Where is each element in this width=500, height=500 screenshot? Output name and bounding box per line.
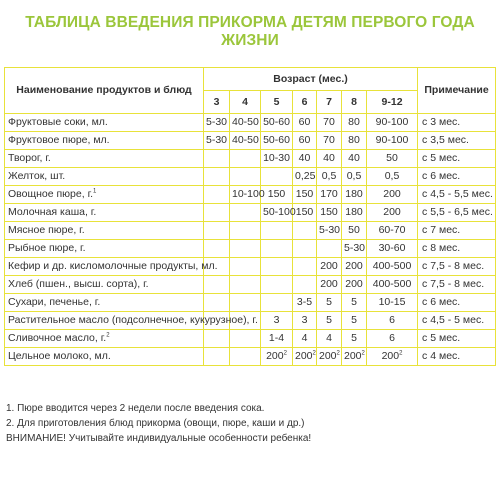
age-value: [317, 132, 342, 150]
age-value-text: 3-5: [296, 296, 313, 309]
note: с 8 мес.: [418, 240, 496, 258]
product-name-text: Фруктовое пюре, мл.: [8, 134, 110, 147]
age-value-text: 200: [320, 260, 338, 273]
age-value-text: 150: [295, 206, 314, 219]
age-value: [230, 222, 261, 240]
age-value-text: 60-70: [378, 224, 406, 237]
age-value: [204, 276, 230, 294]
age-value-text: 10-15: [378, 296, 406, 309]
age-value: [293, 114, 317, 132]
age-value: [317, 168, 342, 186]
age-value: [367, 168, 418, 186]
footnote-marker: 1: [93, 188, 97, 195]
age-value: [293, 204, 317, 222]
age-value: [204, 114, 230, 132]
note: с 4,5 - 5,5 мес.: [418, 186, 496, 204]
age-value: [293, 150, 317, 168]
age-value: [317, 330, 342, 348]
product-name-text: Творог, г.: [8, 152, 51, 165]
age-value-text: 5-30: [344, 242, 366, 255]
age-value: [342, 330, 367, 348]
footnote-marker: 2: [283, 350, 287, 357]
age-value-text: 5: [351, 314, 357, 327]
age-value: [317, 294, 342, 312]
age-value: [261, 240, 293, 258]
age-value-text: 90-100: [375, 134, 409, 147]
age-value: [367, 312, 418, 330]
note: с 5 мес.: [418, 150, 496, 168]
note: с 4,5 - 5 мес.: [418, 312, 496, 330]
age-value: [317, 240, 342, 258]
product-name-text: Сливочное масло, г.: [8, 332, 107, 345]
age-value: [367, 186, 418, 204]
age-value: [367, 114, 418, 132]
age-value: [317, 186, 342, 204]
age-value: [204, 168, 230, 186]
age-value-text: 200: [295, 350, 313, 363]
age-value: [204, 222, 230, 240]
product-name-text: Растительное масло (подсолнечное, кукурузное), г.: [8, 314, 258, 327]
product-name-text: Мясное пюре, г.: [8, 224, 85, 237]
age-value: [230, 114, 261, 132]
age-value: [261, 222, 293, 240]
page-title: ТАБЛИЦА ВВЕДЕНИЯ ПРИКОРМА ДЕТЯМ ПЕРВОГО ГОДА ЖИЗНИ: [25, 14, 475, 49]
age-value: [204, 186, 230, 204]
age-value: [261, 168, 293, 186]
product-name-text: Цельное молоко, мл.: [8, 350, 111, 363]
age-value: [204, 240, 230, 258]
note: с 7,5 - 8 мес.: [418, 258, 496, 276]
product-name: [5, 240, 204, 258]
age-value: [230, 186, 265, 204]
product-name: [5, 330, 204, 348]
product-name: [5, 348, 204, 366]
age-value-text: 5: [351, 296, 357, 309]
age-value: [342, 276, 367, 294]
product-name-text: Овощное пюре, г.: [8, 188, 94, 201]
header-month: 4: [230, 91, 261, 114]
table-row: [5, 312, 496, 330]
age-value-text: 4: [326, 332, 332, 345]
age-value: [230, 240, 261, 258]
age-value: [367, 276, 418, 294]
footnotes: [6, 401, 496, 446]
note: с 7,5 - 8 мес.: [418, 276, 496, 294]
age-value: [342, 312, 367, 330]
note: с 6 мес.: [418, 294, 496, 312]
age-value: [230, 204, 261, 222]
product-name: [5, 132, 204, 150]
age-value: [317, 258, 342, 276]
age-value-text: 5: [326, 296, 332, 309]
age-value: [261, 204, 296, 222]
age-value: [367, 258, 418, 276]
age-value: [367, 204, 418, 222]
age-value: [317, 222, 342, 240]
table-row: [5, 114, 496, 132]
age-value-text: 0,5: [384, 170, 400, 183]
table-row: [5, 132, 496, 150]
table-row: [5, 240, 496, 258]
age-value-text: 10-30: [263, 152, 290, 165]
age-value-text: 180: [345, 206, 363, 219]
table-row: [5, 186, 496, 204]
age-value-text: 6: [389, 332, 395, 345]
age-value-text: 400-500: [372, 260, 412, 273]
age-value: [367, 348, 418, 366]
note: с 7 мес.: [418, 222, 496, 240]
age-value-text: 200: [383, 188, 401, 201]
age-value: [293, 222, 317, 240]
product-name: [5, 258, 218, 276]
age-value: [261, 186, 293, 204]
age-value: [317, 312, 342, 330]
age-value-text: 200: [383, 206, 401, 219]
age-value-text: 90-100: [375, 116, 409, 129]
age-value: [293, 312, 317, 330]
header-month: 3: [204, 91, 230, 114]
product-name: [5, 222, 204, 240]
age-value-text: 5-30: [206, 116, 228, 129]
table-row: [5, 168, 496, 186]
table-row: [5, 348, 496, 366]
age-value-text: 0,5: [321, 170, 337, 183]
age-value-text: 200: [344, 350, 362, 363]
age-value-text: 60: [298, 116, 311, 129]
age-value: [342, 132, 367, 150]
age-value: [230, 348, 261, 366]
age-value: [204, 294, 230, 312]
age-value-text: 180: [345, 188, 363, 201]
product-name-text: Желток, шт.: [8, 170, 66, 183]
product-name: [5, 150, 204, 168]
age-value: [204, 204, 230, 222]
age-value-text: 10-100: [232, 188, 265, 201]
age-value-text: 50-60: [263, 116, 290, 129]
age-value: [317, 204, 342, 222]
age-value-text: 1-4: [268, 332, 285, 345]
age-value-text: 170: [320, 188, 338, 201]
age-value-text: 5-30: [319, 224, 341, 237]
age-value: [230, 330, 261, 348]
age-value-text: 40-50: [232, 134, 259, 147]
age-value-text: 60: [298, 134, 311, 147]
age-value: [261, 348, 293, 366]
age-value: [261, 114, 293, 132]
table-row: [5, 222, 496, 240]
age-value: [367, 330, 418, 348]
product-name: [5, 168, 204, 186]
age-value: [293, 240, 317, 258]
table-row: [5, 294, 496, 312]
age-value-text: 80: [348, 116, 360, 129]
age-value: [293, 168, 317, 186]
product-name: [5, 204, 204, 222]
table-row: [5, 150, 496, 168]
age-value: [261, 258, 293, 276]
age-value: [204, 348, 230, 366]
age-value-text: 0,25: [295, 170, 316, 183]
age-value-text: 5-30: [206, 134, 228, 147]
age-value-text: 4: [301, 332, 308, 345]
note: с 5 мес.: [418, 330, 496, 348]
age-value: [230, 150, 261, 168]
age-value-text: 50: [386, 152, 398, 165]
age-value: [342, 114, 367, 132]
age-value: [293, 348, 317, 366]
header-product-name: Наименование продуктов и блюд: [5, 68, 204, 114]
age-value: [367, 222, 418, 240]
age-value: [342, 186, 367, 204]
age-value: [204, 150, 230, 168]
age-value: [204, 132, 230, 150]
age-value: [367, 240, 418, 258]
age-value-text: 200: [345, 278, 363, 291]
product-name: [5, 276, 204, 294]
age-value: [293, 132, 317, 150]
age-value-text: 5: [351, 332, 357, 345]
age-value-text: 40: [348, 152, 360, 165]
age-value-text: 80: [348, 134, 360, 147]
age-value: [367, 150, 418, 168]
age-value: [293, 258, 317, 276]
table-row: [5, 204, 496, 222]
product-name-text: Рыбное пюре, г.: [8, 242, 86, 255]
age-value: [261, 276, 293, 294]
age-value-text: 70: [323, 116, 335, 129]
product-name-text: Фруктовые соки, мл.: [8, 116, 108, 129]
note: с 3 мес.: [418, 114, 496, 132]
age-value-text: 200: [319, 350, 337, 363]
age-value-text: 200: [345, 260, 363, 273]
age-value: [342, 240, 367, 258]
header-note: Примечание: [418, 68, 496, 114]
age-value: [342, 150, 367, 168]
age-value: [230, 168, 261, 186]
age-value-text: 200: [266, 350, 284, 363]
table-body: [5, 114, 496, 366]
age-value-text: 400-500: [372, 278, 412, 291]
product-name-text: Хлеб (пшен., высш. сорта), г.: [8, 278, 149, 291]
age-value: [342, 168, 367, 186]
age-value-text: 50-60: [263, 134, 290, 147]
age-value: [230, 132, 261, 150]
warning-note: ВНИМАНИЕ! Учитывайте индивидуальные особенности ребенка!: [6, 433, 312, 444]
age-value-text: 200: [320, 278, 338, 291]
footnote-marker: 2: [361, 350, 365, 357]
age-value-text: 150: [320, 206, 338, 219]
footnote-marker: 2: [312, 350, 316, 357]
header-month: 6: [293, 91, 317, 114]
age-value: [261, 312, 293, 330]
footnote-2: 2. Для приготовления блюд прикорма (овощи, пюре, каши и др.): [6, 418, 305, 429]
age-value: [317, 150, 342, 168]
age-value: [317, 114, 342, 132]
age-value-text: 3: [273, 314, 280, 327]
age-value-text: 40-50: [232, 116, 259, 129]
age-value: [293, 276, 317, 294]
age-value: [293, 294, 317, 312]
footnote-marker: 2: [106, 332, 110, 339]
age-value: [230, 258, 261, 276]
product-name: [5, 186, 204, 204]
age-value: [293, 330, 317, 348]
age-value: [230, 276, 261, 294]
age-value-text: 40: [298, 152, 311, 165]
table-row: [5, 330, 496, 348]
age-value: [230, 294, 261, 312]
age-value: [261, 294, 293, 312]
product-name: [5, 294, 204, 312]
age-value: [293, 186, 317, 204]
age-value-text: 0,5: [346, 170, 362, 183]
age-value: [317, 276, 342, 294]
product-name-text: Кефир и др. кисломолочные продукты, мл.: [8, 260, 218, 273]
age-value: [261, 330, 293, 348]
age-value: [261, 132, 293, 150]
note: с 5,5 - 6,5 мес.: [418, 204, 496, 222]
age-value-text: 40: [323, 152, 335, 165]
note: с 4 мес.: [418, 348, 496, 366]
age-value-text: 150: [267, 188, 286, 201]
header-month: 7: [317, 91, 342, 114]
footnote-1: 1. Пюре вводится через 2 недели после введения сока.: [6, 403, 265, 414]
footnote-marker: 2: [399, 350, 403, 357]
age-value-text: 200: [381, 350, 400, 363]
age-value: [367, 294, 418, 312]
age-value-text: 30-60: [378, 242, 406, 255]
product-name-text: Сухари, печенье, г.: [8, 296, 101, 309]
footnote-marker: 2: [336, 350, 340, 357]
age-value-text: 70: [323, 134, 335, 147]
age-value-text: 50-100: [263, 206, 296, 219]
header-month: 9-12: [367, 91, 418, 114]
age-value: [342, 222, 367, 240]
table-row: [5, 258, 496, 276]
age-value: [342, 294, 367, 312]
header-age: Возраст (мес.): [204, 68, 418, 91]
product-name: [5, 114, 204, 132]
age-value: [342, 348, 367, 366]
note: с 3,5 мес.: [418, 132, 496, 150]
age-value-text: 50: [348, 224, 360, 237]
header-month: 5: [261, 91, 293, 114]
feeding-table: [4, 67, 496, 366]
product-name-text: Молочная каша, г.: [8, 206, 97, 219]
age-value-text: 3: [301, 314, 308, 327]
age-value: [261, 150, 293, 168]
age-value: [204, 330, 230, 348]
product-name: [5, 312, 258, 330]
age-value: [342, 204, 367, 222]
table-row: [5, 276, 496, 294]
note: с 6 мес.: [418, 168, 496, 186]
age-value-text: 6: [389, 314, 395, 327]
age-value-text: 5: [326, 314, 332, 327]
age-value-text: 150: [295, 188, 314, 201]
age-value: [342, 258, 367, 276]
header-month: 8: [342, 91, 367, 114]
age-value: [317, 348, 342, 366]
age-value: [367, 132, 418, 150]
